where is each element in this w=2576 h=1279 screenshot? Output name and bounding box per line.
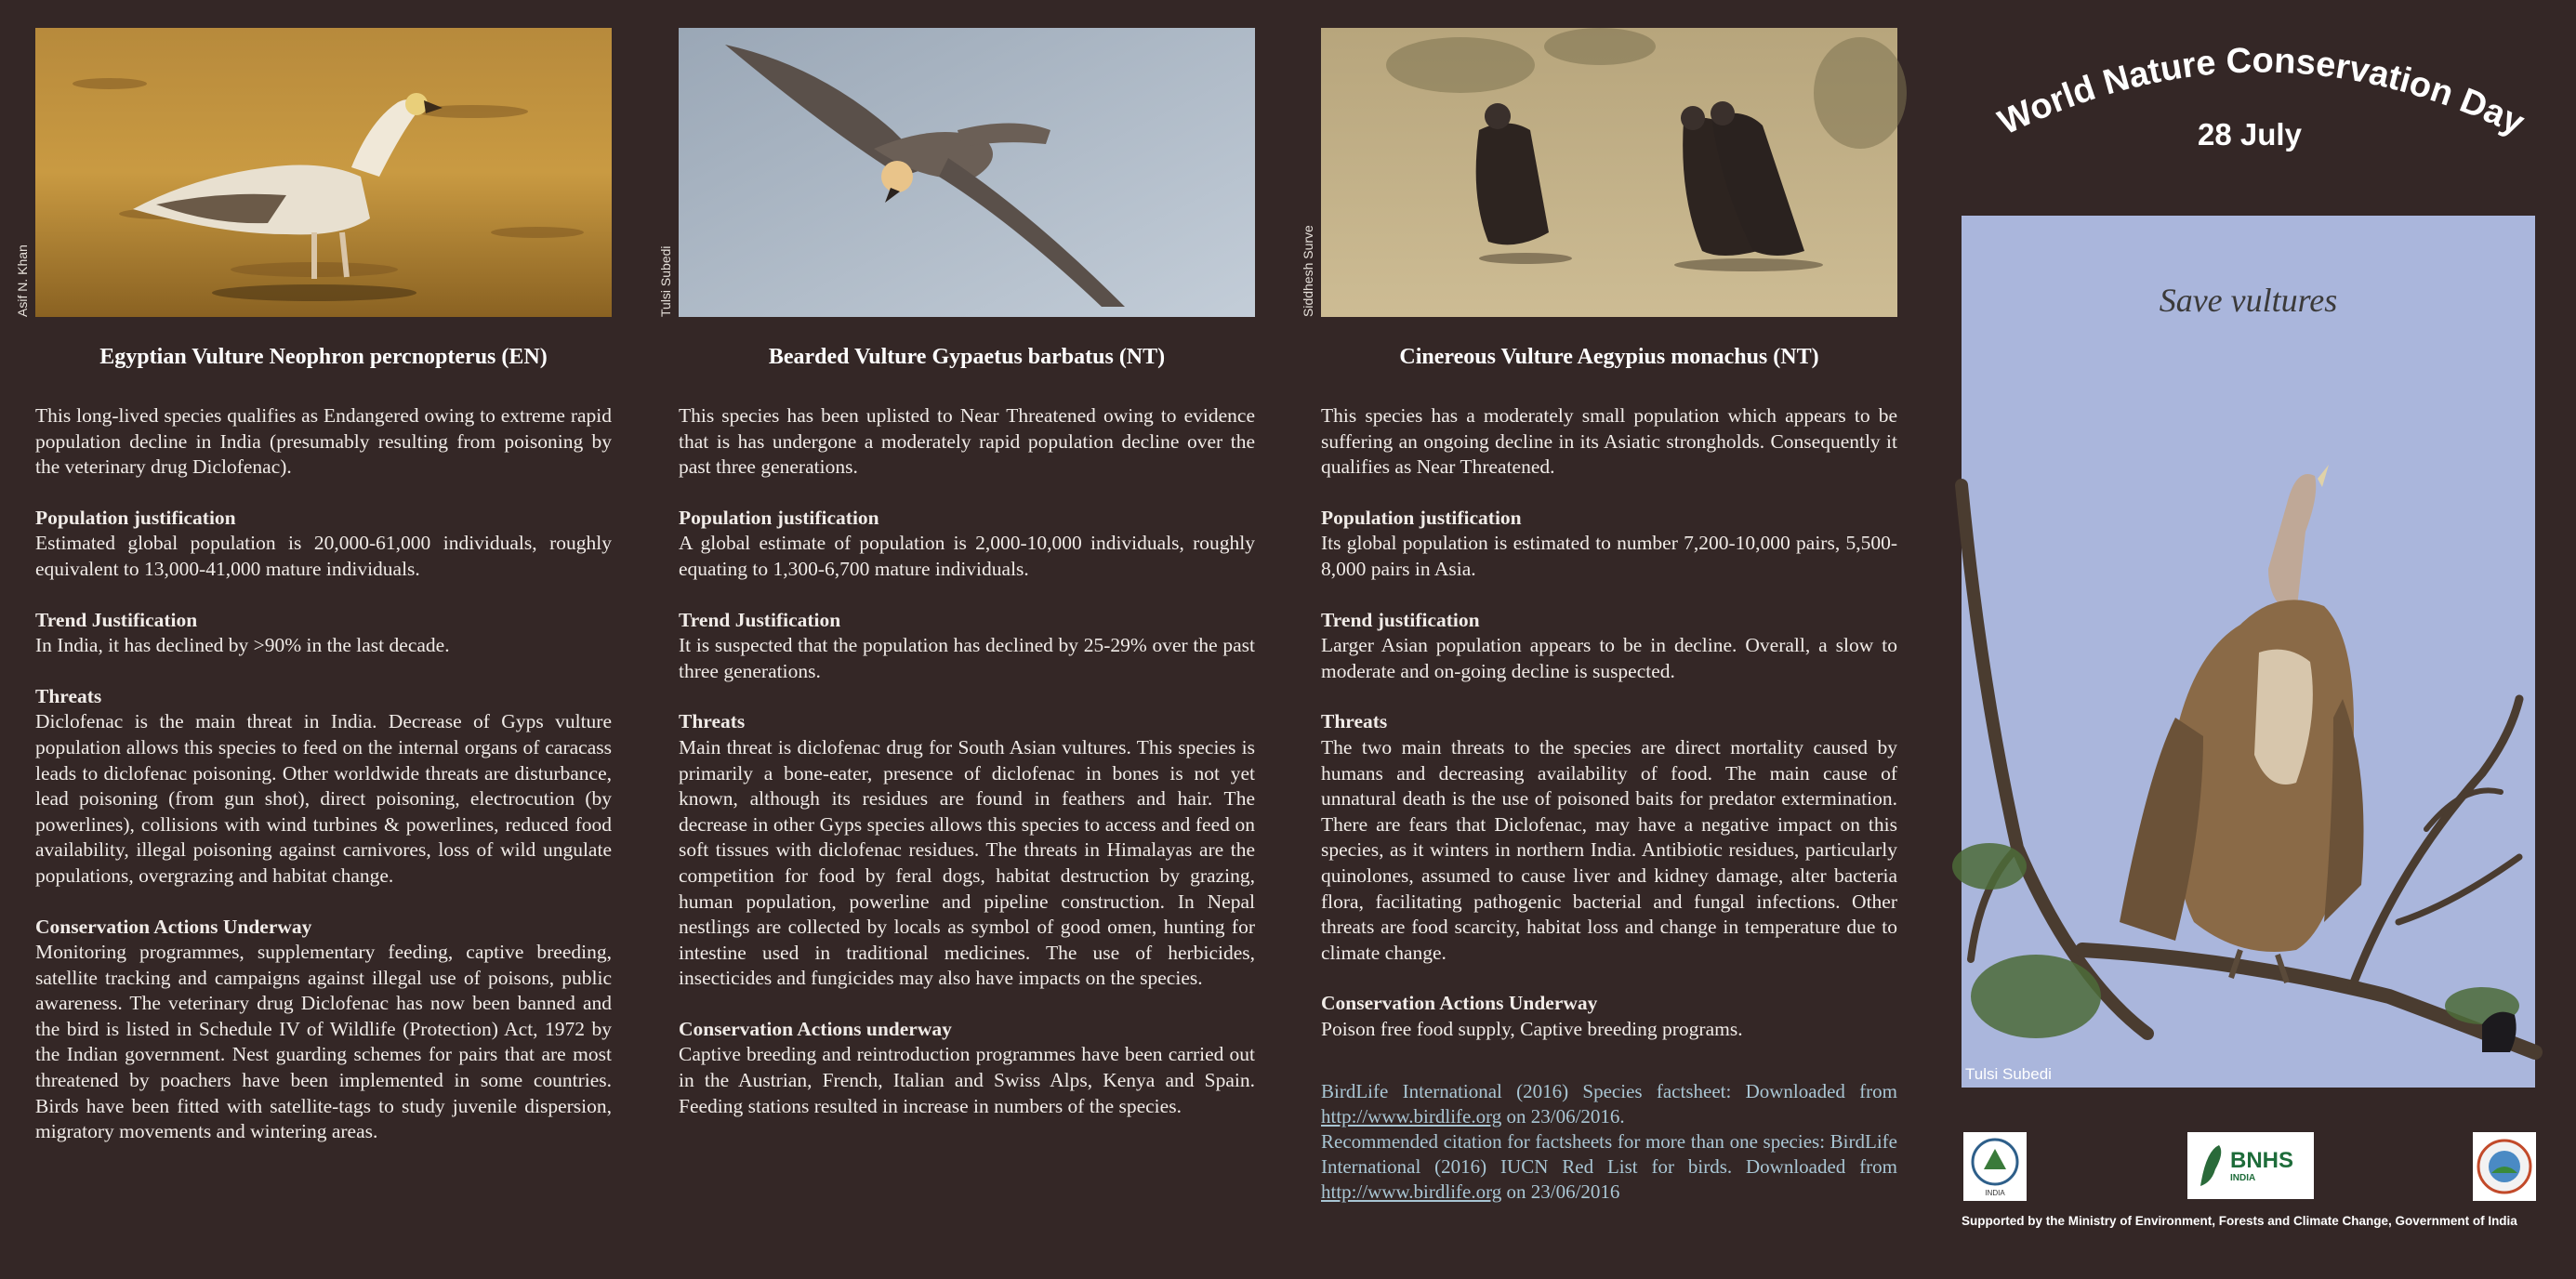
section-heading: Threats — [35, 684, 102, 707]
logo-label: BNHS — [2230, 1148, 2294, 1173]
species-title: Cinereous Vulture Aegypius monachus (NT) — [1399, 345, 1819, 369]
section-text: Its global population is estimated to number 7,200-10,000 pairs, 5,500-8,000 pairs in Asia. — [1321, 532, 1897, 580]
species-intro: This species has been uplisted to Near Threatened owing to evidence that is has undergone a moderately rapid population decline over the past three generations. — [679, 404, 1255, 479]
section-text: Poison free food supply, Captive breeding programs. — [1321, 1017, 1743, 1040]
egyptian-vulture-image — [35, 28, 612, 317]
section-heading: Trend justification — [1321, 608, 1480, 631]
section-text: In India, it has declined by >90% in the last decade. — [35, 634, 450, 657]
bearded-vulture-photo — [658, 28, 1255, 317]
section-text: Larger Asian population appears to be in decline. Overall, a slow to moderate and on-going decline is suspected. — [1321, 634, 1897, 682]
species-intro: This long-lived species qualifies as Endangered owing to extreme rapid population decline in India (presumably resulting from poisoning by the veterinary drug Diclofenac). — [35, 404, 612, 479]
trend-section — [35, 608, 612, 659]
threats-section — [679, 709, 1255, 992]
logo-sublabel: INDIA — [2230, 1173, 2256, 1183]
bearded-vulture-image — [679, 28, 1255, 317]
birdlife-link[interactable]: http://www.birdlife.org — [1321, 1105, 1502, 1128]
section-text: A global estimate of population is 2,000-10,000 individuals, roughly equating to 1,300-6,700 mature individuals. — [679, 532, 1255, 580]
threats-section — [35, 684, 612, 890]
photo-credit: Tulsi Subedi — [658, 245, 673, 317]
section-heading: Population justification — [1321, 506, 1522, 529]
egyptian-vulture-photo — [15, 28, 612, 317]
photo-credit: Siddhesh Surve — [1301, 225, 1315, 317]
section-heading: Population justification — [35, 506, 236, 529]
griffon-vulture-image — [1962, 216, 2535, 1088]
section-text: Monitoring programmes, supplementary feeding, captive breeding, satellite tracking and campaigns against illegal use of poisons, public awareness. The veterinary drug Diclofenac has now been banned and the bird is listed in Schedule IV of Wildlife (Protection) Act, 1972 by the Indian government. Nest guarding schemes for pairs that are most threatened by poachers have been implemented in some countries. Birds have been fitted with satellite-tags to study juvenile dispersion, migratory movements and wintering areas. — [35, 941, 612, 1143]
section-text: Diclofenac is the main threat in India. Decrease of Gyps vulture population allows this species to feed on the internal organs of caracass leads to diclofenac poisoning. Other worldwide threats are disturbance, lead poisoning (from gun shot), direct poisoning, electrocution (by powerlines), collisions with wind turbines & powerlines, reduced food availability, illegal poisoning against carnivores, loss of wild ungulate populations, overgrazing and habitat change. — [35, 710, 612, 887]
species-title: Egyptian Vulture Neophron percnopterus (EN) — [99, 345, 548, 369]
cinereous-vulture-photo — [1301, 28, 1897, 317]
section-heading: Conservation Actions Underway — [1321, 992, 1598, 1015]
reference-text: Recommended citation for factsheets for more than one species: BirdLife International (2016) IUCN Red List for birds. Downloaded from — [1321, 1130, 1897, 1179]
section-heading: Conservation Actions underway — [679, 1017, 952, 1040]
trend-section — [679, 608, 1255, 685]
banner-date: 28 July — [2198, 117, 2302, 152]
section-heading: Conservation Actions Underway — [35, 915, 312, 938]
partner-logo — [2473, 1132, 2536, 1201]
species-title: Bearded Vulture Gypaetus barbatus (NT) — [768, 345, 1166, 369]
species-column-egyptian — [15, 28, 612, 1170]
section-heading: Population justification — [679, 506, 879, 529]
cinereous-vulture-image — [1321, 28, 1897, 317]
photo-credit: Asif N. Khan — [15, 244, 30, 317]
reference-text: on 23/06/2016 — [1501, 1180, 1620, 1204]
trend-section — [1321, 608, 1897, 685]
conservation-section — [35, 915, 612, 1145]
section-text: It is suspected that the population has declined by 25-29% over the past three generations. — [679, 634, 1255, 682]
event-banner — [1962, 23, 2556, 163]
banner-title: World Nature Conservation Day — [1992, 41, 2530, 143]
reference-text: on 23/06/2016. — [1501, 1105, 1625, 1128]
conservation-section — [1321, 991, 1897, 1042]
section-text: Estimated global population is 20,000-61,000 individuals, roughly equivalent to 13,000-41,000 mature individuals. — [35, 532, 612, 580]
references — [1321, 1079, 1897, 1205]
save-vultures-poster — [1962, 216, 2535, 1088]
moefcc-logo — [1963, 1132, 2027, 1201]
photo-credit: Tulsi Subedi — [1965, 1065, 2052, 1083]
birdlife-link[interactable]: http://www.birdlife.org — [1321, 1180, 1502, 1204]
section-text: Captive breeding and reintroduction programmes have been carried out in the Austrian, French, Italian and Swiss Alps, Kenya and Spain. Feeding stations resulted in increase in numbers of the species. — [679, 1043, 1255, 1117]
population-section — [679, 506, 1255, 583]
supported-by-text: Supported by the Ministry of Environment, Forests and Climate Change, Government of India — [1962, 1214, 2517, 1228]
section-heading: Trend Justification — [35, 608, 198, 631]
species-intro: This species has a moderately small population which appears to be suffering an ongoing decline in its Asiatic strongholds. Consequently it qualifies as Near Threatened. — [1321, 404, 1897, 479]
reference-text: BirdLife International (2016) Species factsheet: Downloaded from — [1321, 1080, 1897, 1103]
section-text: The two main threats to the species are direct mortality caused by humans and decreasing availability of food. The main cause of unnatural death is the use of poisoned baits for predator extermination. There are fears that Diclofenac, may have a negative impact on this species, as it winters in northern India. Antibiotic residues, particularly quinolones, assumed to cause liver and kidney damage, alter bacteria flora, facilitating pathogenic bacterial and fungal infections. Other threats are food scarcity, habitat loss and change in temperature due to climate change. — [1321, 735, 1897, 964]
section-text: Main threat is diclofenac drug for South Asian vultures. This species is primarily a bone-eater, presence of diclofenac in bones is not yet known, although its residues are found in feathers and hair. The decrease in other Gyps species allows this species to access and feed on soft tissues with diclofenac residues. The threats in Himalayas are the competition for food by feral dogs, habitat destruction by grazing, human population, powerline and pipeline construction. In Nepal nestlings are collected by locals as symbol of good omen, hunting for intestine used in traditional medicines. The use of herbicides, insecticides and fungicides may also have impacts on the species. — [679, 735, 1255, 990]
section-heading: Threats — [1321, 710, 1388, 733]
conservation-section — [679, 1017, 1255, 1119]
logo-label: INDIA — [1985, 1189, 2005, 1197]
poster-caption: Save vultures — [2159, 282, 2338, 319]
population-section — [1321, 506, 1897, 583]
section-heading: Threats — [679, 710, 746, 733]
population-section — [35, 506, 612, 583]
section-heading: Trend Justification — [679, 608, 841, 631]
threats-section — [1321, 709, 1897, 966]
species-column-bearded — [658, 28, 1255, 1144]
species-column-cinereous — [1301, 28, 1897, 1205]
bnhs-logo — [2187, 1132, 2314, 1199]
